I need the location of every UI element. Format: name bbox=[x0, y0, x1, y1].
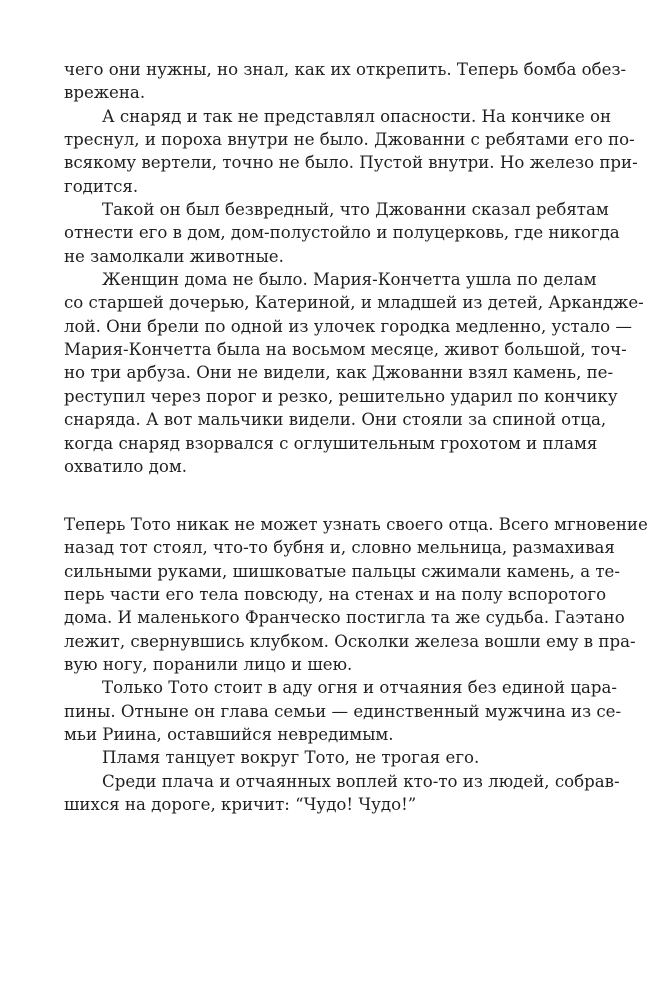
text-line: Пламя танцует вокруг Тото, не трогая его. bbox=[102, 748, 480, 768]
text-line: Женщин дома не было. Мария-Кончетта ушла по делам bbox=[102, 270, 597, 290]
text-line: Среди плача и отчаянных воплей кто-то из людей, собрав- bbox=[102, 771, 620, 791]
text-line: не замолкали животные. bbox=[64, 246, 284, 266]
text-line: пины. Отныне он глава семьи — единственный мужчина из се- bbox=[64, 701, 622, 721]
text-line: всякому вертели, точно не было. Пустой внутри. Но железо при- bbox=[64, 153, 638, 173]
text-line: треснул, и пороха внутри не было. Джованни с ребятами его по- bbox=[64, 130, 635, 150]
text-line: Только Тото стоит в аду огня и отчаяния без единой цара- bbox=[102, 678, 618, 698]
text-line: когда снаряд взорвался с оглушительным грохотом и пламя bbox=[64, 433, 598, 453]
text-line: перь части его тела повсюду, на стенах и на полу вспоротого bbox=[64, 585, 607, 605]
text-line: Мария-Кончетта была на восьмом месяце, живот большой, точ- bbox=[64, 340, 627, 360]
text-line: со старшей дочерью, Катериной, и младшей из детей, Арканджe- bbox=[64, 293, 644, 313]
text-line: но три арбуза. Они не видели, как Джованни взял камень, пе- bbox=[64, 363, 614, 383]
text-line: лежит, свернувшись клубком. Осколки железа вошли ему в пра- bbox=[64, 631, 636, 651]
text-line: шихся на дороге, кричит: “Чудо! Чудо!” bbox=[64, 795, 417, 815]
text-line: вую ногу, поранили лицо и шею. bbox=[64, 655, 353, 675]
text-line: назад тот стоял, что-то бубня и, словно мельница, размахивая bbox=[64, 538, 615, 558]
text-line: охватило дом. bbox=[64, 456, 188, 476]
text-line: А снаряд и так не представлял опасности. На кончике он bbox=[102, 106, 612, 126]
text-section-2 bbox=[64, 513, 648, 816]
text-line: мьи Риина, оставшийся невредимым. bbox=[64, 725, 394, 745]
text-line: реступил через порог и резко, решительно ударил по кончику bbox=[64, 386, 618, 406]
text-line: Такой он был безвредный, что Джованни сказал ребятам bbox=[102, 200, 609, 220]
text-line: снаряда. А вот мальчики видели. Они стояли за спиной отца, bbox=[64, 410, 607, 430]
text-line: отнести его в дом, дом-полустойло и полуцерковь, где никогда bbox=[64, 223, 620, 243]
text-line: сильными руками, шишковатые пальцы сжимали камень, а те- bbox=[64, 561, 620, 581]
text-section-1 bbox=[64, 58, 644, 478]
text-line: врежена. bbox=[64, 83, 146, 103]
text-line: Теперь Тото никак не может узнать своего отца. Всего мгновение bbox=[64, 515, 648, 534]
text-line: дома. И маленького Франческо постигла та же судьба. Гаэтано bbox=[64, 608, 625, 628]
text-line: чего они нужны, но знал, как их открепить. Теперь бомба обез- bbox=[64, 60, 627, 79]
text-line: годится. bbox=[64, 176, 139, 196]
text-line: лой. Они брели по одной из улочек городка медленно, устало — bbox=[64, 316, 633, 336]
